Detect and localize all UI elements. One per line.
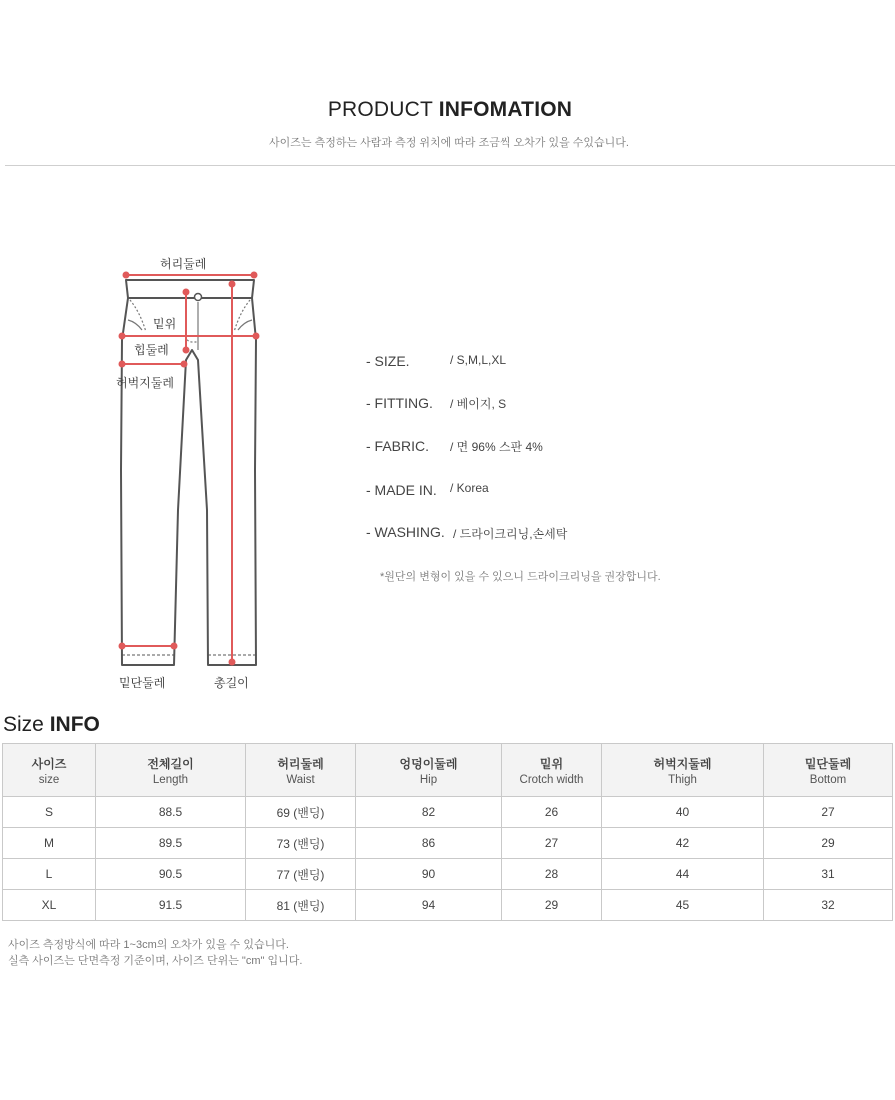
hip-label: 힙둘레 xyxy=(134,343,169,357)
size-table xyxy=(2,743,893,921)
table-cell: XL xyxy=(3,890,96,921)
table-cell: 89.5 xyxy=(96,828,246,859)
table-row xyxy=(3,890,893,921)
divider xyxy=(5,165,895,166)
header-length: 전체길이 Length xyxy=(96,744,246,797)
header-hip: 엉덩이둘레 Hip xyxy=(356,744,502,797)
spec-note: *원단의 변형이 있을 수 있으니 드라이크리닝을 권장합니다. xyxy=(380,571,661,583)
spec-value-made-in: / Korea xyxy=(450,481,489,495)
header-thigh: 허벅지둘레 Thigh xyxy=(602,744,764,797)
table-cell: 31 xyxy=(764,859,893,890)
pants-measurement-diagram xyxy=(100,250,300,700)
footnotes xyxy=(8,937,302,969)
table-cell: 28 xyxy=(502,859,602,890)
table-cell: 77 (밴딩) xyxy=(246,859,356,890)
table-cell: 90 xyxy=(356,859,502,890)
footnote-line: 사이즈 측정방식에 따라 1~3cm의 오차가 있을 수 있습니다. xyxy=(8,939,289,951)
length-label: 총길이 xyxy=(214,676,249,690)
table-header-row xyxy=(3,744,893,797)
table-cell: 94 xyxy=(356,890,502,921)
hem-label: 밑단둘레 xyxy=(119,676,166,690)
table-cell: 88.5 xyxy=(96,797,246,828)
table-cell: 29 xyxy=(502,890,602,921)
table-row xyxy=(3,828,893,859)
waist-label: 허리둘레 xyxy=(160,257,207,271)
table-cell: 86 xyxy=(356,828,502,859)
button-icon xyxy=(195,294,202,301)
table-cell: 69 (밴딩) xyxy=(246,797,356,828)
spec-key-washing: - WASHING. xyxy=(366,524,445,540)
thigh-label: 허벅지둘레 xyxy=(116,376,174,390)
table-row xyxy=(3,797,893,828)
table-cell: 32 xyxy=(764,890,893,921)
measure-lines xyxy=(120,273,259,665)
table-cell: 45 xyxy=(602,890,764,921)
table-cell: S xyxy=(3,797,96,828)
table-cell: 73 (밴딩) xyxy=(246,828,356,859)
footnote-line: 실측 사이즈는 단면측정 기준이며, 사이즈 단위는 "cm" 입니다. xyxy=(8,955,303,967)
table-cell: 91.5 xyxy=(96,890,246,921)
spec-value-fitting: / 베이지, S xyxy=(450,397,507,411)
table-row xyxy=(3,859,893,890)
spec-key-fabric: - FABRIC. xyxy=(366,438,430,454)
table-cell: 42 xyxy=(602,828,764,859)
table-cell: L xyxy=(3,859,96,890)
table-cell: 29 xyxy=(764,828,893,859)
header-bottom: 밑단둘레 Bottom xyxy=(764,744,893,797)
spec-value-size: / S,M,L,XL xyxy=(450,353,507,367)
header-waist: 허리둘레 Waist xyxy=(246,744,356,797)
table-cell: 90.5 xyxy=(96,859,246,890)
spec-value-fabric: / 면 96% 스판 4% xyxy=(450,440,543,454)
spec-key-made-in: - MADE IN. xyxy=(366,482,437,498)
size-info-title: Size INFO xyxy=(3,713,100,736)
header-crotch: 밑위 Crotch width xyxy=(502,744,602,797)
table-cell: 44 xyxy=(602,859,764,890)
spec-key-fitting: - FITTING. xyxy=(366,395,433,411)
header-size: 사이즈 size xyxy=(3,744,96,797)
table-cell: M xyxy=(3,828,96,859)
table-cell: 27 xyxy=(764,797,893,828)
page-subtitle: 사이즈는 측정하는 사람과 측정 위치에 따라 조금씩 오차가 있을 수있습니다. xyxy=(269,137,629,149)
table-cell: 82 xyxy=(356,797,502,828)
table-cell: 26 xyxy=(502,797,602,828)
spec-key-size: - SIZE. xyxy=(366,353,410,369)
table-cell: 81 (밴딩) xyxy=(246,890,356,921)
table-cell: 40 xyxy=(602,797,764,828)
page-title: PRODUCT INFOMATION xyxy=(327,98,573,121)
rise-label: 밑위 xyxy=(153,317,177,331)
spec-value-washing: / 드라이크리닝,손세탁 xyxy=(453,527,568,541)
table-cell: 27 xyxy=(502,828,602,859)
